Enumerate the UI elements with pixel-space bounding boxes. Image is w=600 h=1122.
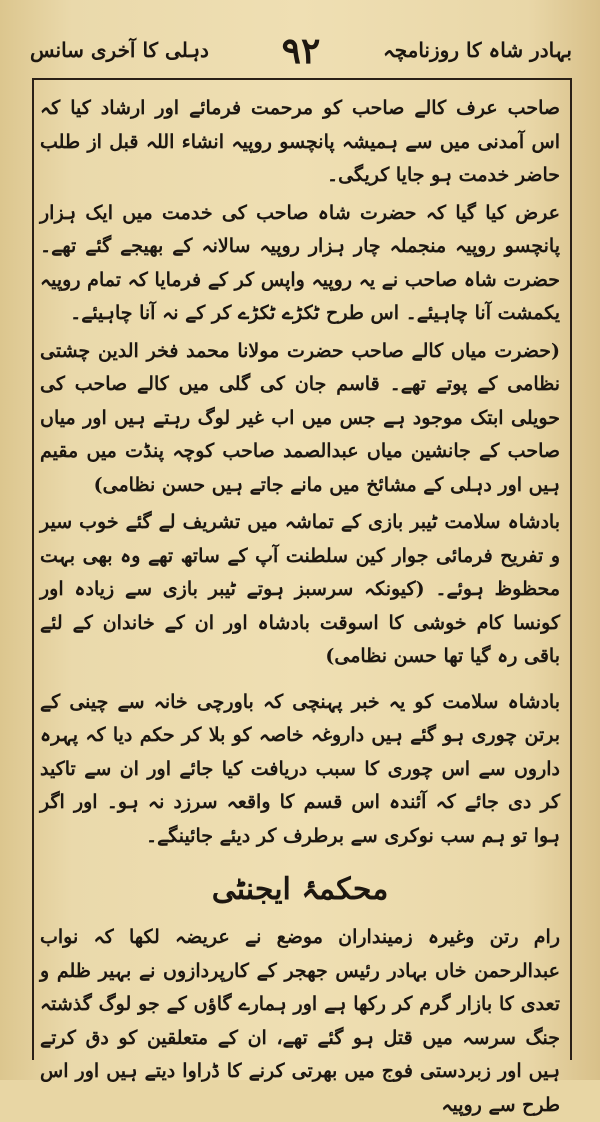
paragraph: بادشاہ سلامت ٹیبر بازی کے تماشہ میں تشریف لے گئے خوب سیر و تفریح فرمائی جوار کین سلطنت آپ کے ساتھ تھے وہ بھی بہت محظوظ ہوئے۔ (کیونکہ سرسبز ہوتے ٹیبر بازی سے زیادہ اور کونسا کام خوشی کا اسوقت بادشاہ اور ان کے خاندان کے لئے باقی رہ گیا تھا حسن نظامی) bbox=[40, 511, 560, 667]
paragraph: صاحب عرف کالے صاحب کو مرحمت فرمائے اور ارشاد کیا کہ اس آمدنی میں سے ہمیشہ پانچسو روپیہ انشاء اللہ قبل از طلب حاضر خدمت ہو جایا کریگی۔ bbox=[40, 97, 560, 186]
page-number: ۹۲ bbox=[281, 30, 321, 72]
page-body bbox=[40, 92, 560, 1122]
page-header bbox=[30, 30, 572, 74]
section-paragraph: رام رتن وغیرہ زمینداران موضع نے عریضہ لکھا کہ نواب عبدالرحمن خاں بہادر رئیس جھجر کے کارپردازوں نے بہیر ظلم و تعدی کا بازار گرم کر رکھا ہے اور ہمارے گاؤں کے جو لوگ گذشتہ جنگ سرسہ میں قتل ہو گئے تھے، ان کے متعلقین کو دق کرتے ہیں اور زبردستی فوج میں بھرتی کرنے کا ڈراوا دیتے ہیں اور اس طرح سے روپیہ bbox=[40, 926, 560, 1116]
paragraph: عرض کیا گیا کہ حضرت شاہ صاحب کی خدمت میں ایک ہزار پانچسو روپیہ منجملہ چار ہزار روپیہ سالانہ کے بھیجے گئے تھے۔ حضرت شاہ صاحب نے یہ روپیہ واپس کر کے فرمایا کہ تمام روپیہ یکمشت آنا چاہیئے۔ اس طرح ٹکڑے ٹکڑے کر کے نہ آنا چاہیئے۔ bbox=[40, 201, 560, 324]
section-heading: محکمۂ ایجنٹی bbox=[211, 872, 389, 907]
paragraph: (حضرت میاں کالے صاحب حضرت مولانا محمد فخر الدین چشتی نظامی کے پوتے تھے۔ قاسم جان کی گلی میں کالے صاحب کی حویلی ابتک موجود ہے جس میں اب غیر لوگ رہتے ہیں اور میاں صاحب کے جانشین میاں عبدالصمد صاحب کوچہ پنڈت میں مقیم ہیں اور دہلی کے مشائخ میں مانے جاتے ہیں حسن نظامی) bbox=[40, 339, 560, 496]
running-title-left: دہلی کا آخری سانس bbox=[30, 38, 209, 62]
paragraph: بادشاہ سلامت کو یہ خبر پہنچی کہ باورچی خانہ سے چینی کے برتن چوری ہو گئے ہیں داروغہ خاصہ کو بلا کر حکم دیا کہ پہرہ داروں سے اس چوری کا سبب دریافت کیا جائے اور ان سے تاکید کر دی جائے کہ آئندہ اس قسم کا واقعہ سرزد نہ ہو۔ اور اگر ہوا تو ہم سب نوکری سے برطرف کر دیئے جائینگے۔ bbox=[40, 690, 560, 847]
running-title-right: بہادر شاہ کا روزنامچہ bbox=[383, 38, 572, 62]
